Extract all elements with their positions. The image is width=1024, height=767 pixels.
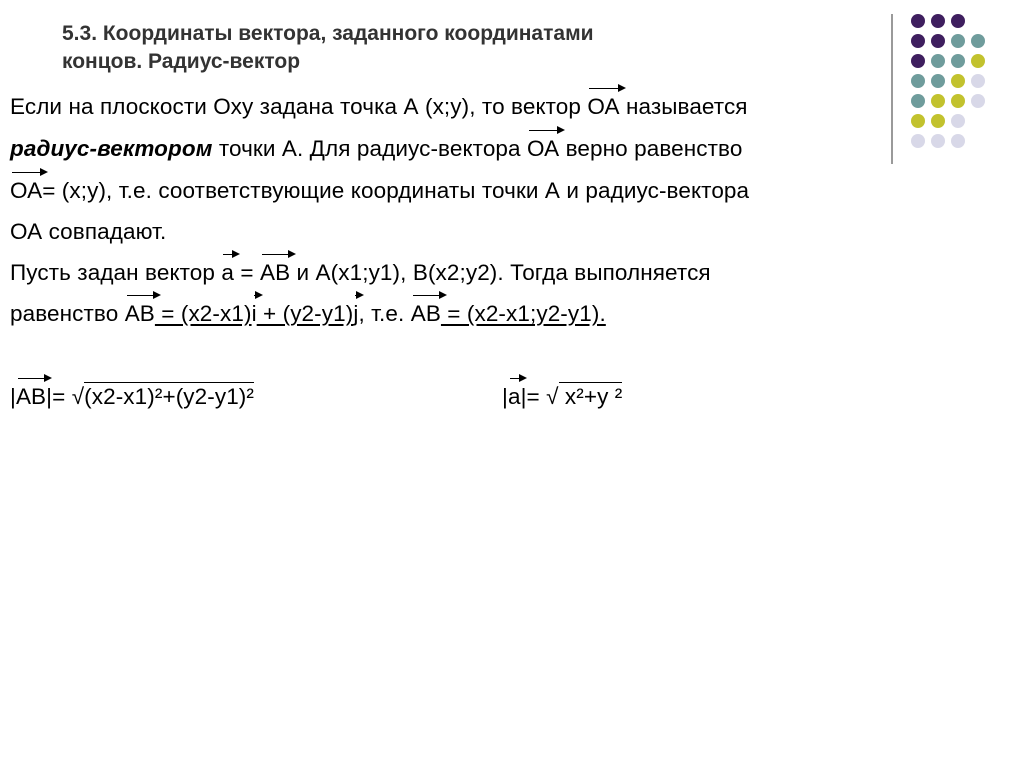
vector-oa: ОА — [527, 134, 559, 164]
decor-dot — [951, 74, 965, 88]
paragraph-line-4: ОА совпадают. — [10, 219, 167, 244]
text: = (х2-х1) — [154, 301, 252, 326]
vector-a: а — [508, 382, 521, 412]
text: | — [502, 384, 508, 409]
vector-ab: АВ — [16, 382, 46, 412]
sqrt-sign: |= √ — [46, 384, 85, 409]
paragraph-line-2 — [10, 134, 742, 164]
vector-j: j — [353, 299, 358, 329]
bold-term: радиус-вектором — [10, 136, 213, 161]
text: точки А. Для радиус-вектора — [212, 136, 528, 161]
text: = (х2-х1;у2-у1). — [440, 301, 606, 326]
decor-dot — [971, 94, 985, 108]
radicand: х²+у ² — [558, 384, 623, 409]
paragraph-line-1 — [10, 92, 748, 122]
decor-dot — [951, 134, 965, 148]
text: = — [234, 260, 260, 285]
decor-dot — [931, 114, 945, 128]
title-line-1: 5.3. Координаты вектора, заданного координатами — [62, 22, 594, 45]
decor-dot — [911, 74, 925, 88]
paragraph-line-6 — [10, 299, 606, 329]
text: называется — [619, 94, 748, 119]
vector-i: i — [252, 299, 257, 329]
divider-line — [891, 14, 893, 164]
decor-dot — [971, 34, 985, 48]
vector-ab: АВ — [260, 258, 290, 288]
decor-dot — [931, 14, 945, 28]
decor-dot — [971, 54, 985, 68]
text: Пусть задан вектор — [10, 260, 222, 285]
decor-dot — [911, 134, 925, 148]
formula-ab-length — [10, 382, 254, 412]
text: равенство — [10, 301, 125, 326]
decor-dot — [911, 114, 925, 128]
vector-oa: ОА — [10, 176, 42, 206]
slide-title — [62, 20, 862, 76]
decor-dot — [911, 14, 925, 28]
text: = (х;у), т.е. соответствующие координаты точки А и радиус-вектора — [42, 178, 750, 203]
radicand: (х2-х1)²+(у2-у1)² — [84, 384, 254, 409]
formula-a-length — [502, 382, 622, 412]
text: Если на плоскости Оху задана точка А (х;у), то вектор — [10, 94, 588, 119]
decor-dot — [911, 54, 925, 68]
vector-oa: ОА — [587, 92, 619, 122]
decor-dot — [931, 94, 945, 108]
decor-dot — [951, 94, 965, 108]
equation-underlined — [411, 301, 606, 326]
decor-dot — [911, 94, 925, 108]
decor-dot — [931, 134, 945, 148]
decor-dot — [931, 74, 945, 88]
vector-a: а — [221, 258, 234, 288]
title-line-2: концов. Радиус-вектор — [62, 50, 301, 73]
text: | — [10, 384, 16, 409]
decor-dot — [951, 114, 965, 128]
equation-underlined — [125, 301, 359, 326]
decor-dot — [931, 54, 945, 68]
decor-dot — [931, 34, 945, 48]
text: и А(х1;у1), В(х2;у2). Тогда выполняется — [290, 260, 711, 285]
vector-ab: АВ — [411, 299, 441, 329]
decor-dot — [971, 74, 985, 88]
paragraph-line-5 — [10, 258, 711, 288]
decor-dot — [951, 34, 965, 48]
decor-dot — [911, 34, 925, 48]
text: , т.е. — [358, 301, 411, 326]
decor-dot — [951, 54, 965, 68]
paragraph-line-3 — [10, 176, 749, 206]
sqrt-sign: |= √ — [520, 384, 559, 409]
vector-ab: АВ — [125, 299, 155, 329]
text: + (у2-у1) — [256, 301, 354, 326]
text: верно равенство — [559, 136, 743, 161]
decor-dot — [951, 14, 965, 28]
